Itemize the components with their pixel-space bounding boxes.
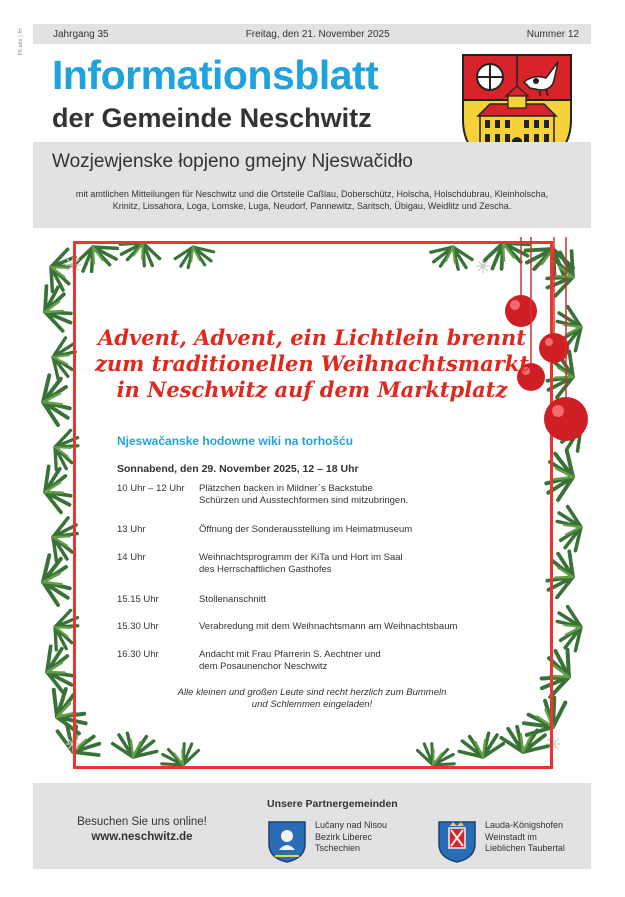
partner-name: Lučany nad Nisou: [315, 820, 388, 830]
closing-invitation: [33, 687, 591, 711]
schedule-desc: Verabredung mit dem Weihnachtsmann am Weihnachtsbaum: [199, 621, 458, 632]
schedule-desc: Schürzen und Ausstechformen sind mitzubringen.: [199, 495, 409, 506]
towns-line: Krinitz, Lissahora, Loga, Lomske, Luga, Neudorf, Pannewitz, Saritsch, Übigau, Weidlitz und Zescha.: [112, 201, 512, 211]
schedule-time: 14 Uhr: [117, 552, 146, 563]
issue-bar: [33, 24, 591, 44]
poster-headline: [33, 325, 591, 403]
headline-line: zum traditionellen Weihnachtsmarkt: [94, 351, 530, 376]
partner-shield-lucany-icon: [267, 820, 307, 864]
partner-country: Tschechien: [315, 843, 361, 853]
schedule-row: [117, 552, 509, 576]
schedule-row: [117, 594, 509, 606]
schedule-desc: Stollenanschnitt: [199, 594, 267, 605]
headline-line: Advent, Advent, ein Lichtlein brennt: [98, 325, 526, 350]
schedule-desc: Andacht mit Frau Pfarrerin S. Aechtner und: [199, 649, 381, 660]
schedule-time: 16.30 Uhr: [117, 649, 159, 660]
closing-line: Alle kleinen und großen Leute sind recht herzlich zum Bummeln: [177, 687, 447, 698]
schedule-desc: Öffnung der Sonderausstellung im Heimatmuseum: [199, 524, 413, 535]
partner-shield-lauda-icon: [437, 820, 477, 864]
schedule-time: 15.30 Uhr: [117, 621, 159, 632]
visit-label: Besuchen Sie uns online!: [77, 816, 207, 828]
schedule-row: [117, 524, 509, 536]
event-date: Sonnabend, den 29. November 2025, 12 – 18 Uhr: [117, 463, 359, 475]
partner-lauda: [437, 820, 565, 864]
partner-text: [315, 820, 387, 855]
partner-name: Lauda-Königshofen: [485, 820, 564, 830]
schedule-time: 13 Uhr: [117, 524, 146, 535]
schedule-desc: Plätzchen backen in Mildner´s Backstube: [199, 483, 373, 494]
schedule-desc: dem Posaunenchor Neschwitz: [199, 661, 328, 672]
side-note: PX.abs | ftt: [18, 28, 24, 56]
partner-lucany: [267, 820, 387, 864]
towns-line: mit amtlichen Mitteilungen für Neschwitz und die Ortsteile Caßlau, Doberschütz, Holscha, Holschdubrau, Kleinholscha,: [75, 189, 549, 199]
schedule-time: 10 Uhr – 12 Uhr: [117, 483, 185, 494]
closing-line: und Schlemmen eingeladen!: [251, 699, 373, 710]
schedule-desc: des Herrschaftlichen Gasthofes: [199, 564, 332, 575]
schedule-row: [117, 621, 509, 633]
schedule-time: 15.15 Uhr: [117, 594, 159, 605]
towns-list: [52, 188, 572, 212]
masthead-title: Informationsblatt: [52, 52, 379, 98]
partner-region: Bezirk Liberec: [315, 831, 373, 842]
partners-heading: Unsere Partnergemeinden: [267, 798, 398, 810]
website-link[interactable]: www.neschwitz.de: [91, 831, 193, 843]
schedule-row: [117, 649, 509, 673]
sorbian-title: Wozjewjenske łopjeno gmejny Njeswačidło: [52, 151, 413, 172]
issue-number: Nummer 12: [526, 28, 579, 40]
partner-text: [485, 820, 565, 855]
masthead-subtitle: der Gemeinde Neschwitz: [52, 103, 372, 133]
partner-region: Weinstadt im: [485, 831, 537, 842]
website-promo: [77, 815, 207, 845]
schedule-row: [117, 483, 509, 507]
issue-label: Jahrgang 35: [53, 28, 109, 40]
issue-date: Freitag, den 21. November 2025: [245, 28, 390, 40]
christmas-market-poster: [33, 237, 591, 770]
headline-line: in Neschwitz auf dem Marktplatz: [116, 377, 508, 402]
sorbian-heading: Njeswačanske hodowne wiki na torhošću: [117, 434, 354, 448]
schedule-desc: Weihnachtsprogramm der KiTa und Hort im Saal: [199, 552, 403, 563]
partner-country: Lieblichen Taubertal: [485, 843, 565, 853]
